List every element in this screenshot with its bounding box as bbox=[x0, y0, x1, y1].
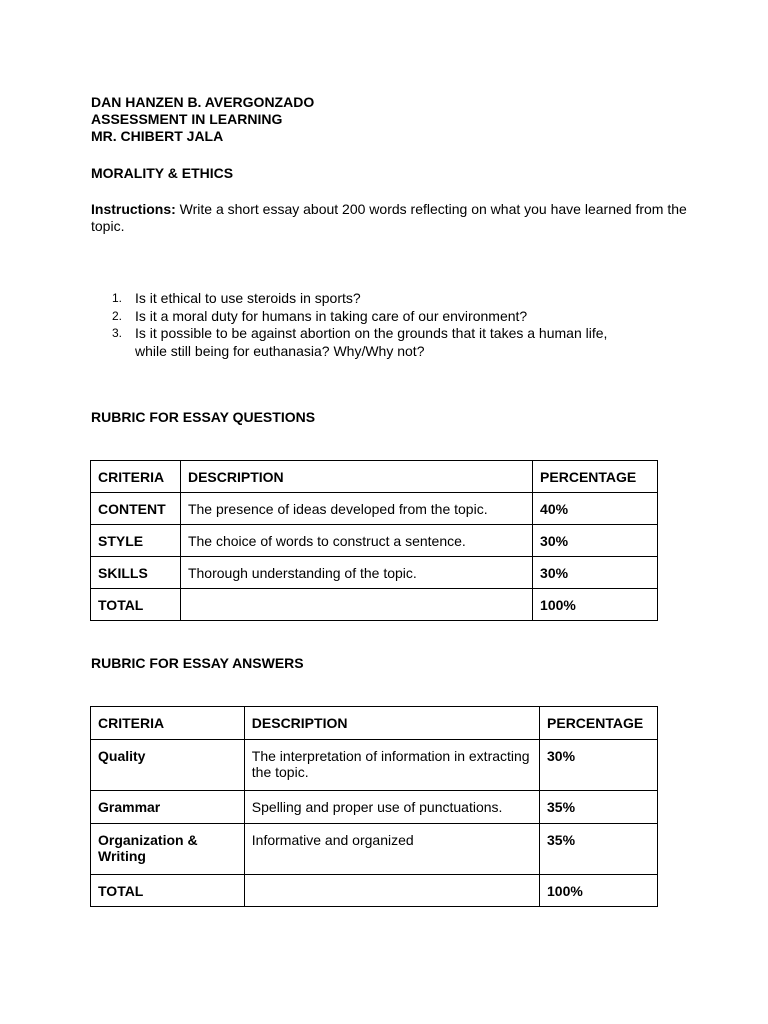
header-description: DESCRIPTION bbox=[180, 461, 532, 493]
description-cell: The choice of words to construct a sentence. bbox=[180, 525, 532, 557]
criteria-cell: TOTAL bbox=[91, 589, 181, 621]
percentage-cell: 35% bbox=[540, 824, 658, 875]
criteria-cell: Organization & Writing bbox=[91, 824, 245, 875]
student-header bbox=[91, 94, 314, 145]
description-cell: Informative and organized bbox=[244, 824, 539, 875]
header-description: DESCRIPTION bbox=[244, 707, 539, 740]
header-percentage: PERCENTAGE bbox=[540, 707, 658, 740]
percentage-cell: 30% bbox=[533, 557, 658, 589]
rubric-answers-title: RUBRIC FOR ESSAY ANSWERS bbox=[91, 655, 304, 671]
percentage-cell: 35% bbox=[540, 791, 658, 824]
table-total-row bbox=[91, 875, 658, 907]
table-row bbox=[91, 525, 658, 557]
description-cell: Thorough understanding of the topic. bbox=[180, 557, 532, 589]
rubric-questions-title: RUBRIC FOR ESSAY QUESTIONS bbox=[91, 409, 316, 425]
criteria-cell: SKILLS bbox=[91, 557, 181, 589]
criteria-cell: STYLE bbox=[91, 525, 181, 557]
description-cell bbox=[180, 589, 532, 621]
table-row bbox=[91, 493, 658, 525]
subject-title: MORALITY & ETHICS bbox=[91, 165, 234, 181]
table-header-row bbox=[91, 461, 658, 493]
rubric-answers-table bbox=[90, 706, 658, 907]
question-text: Is it a moral duty for humans in taking care of our environment? bbox=[135, 307, 528, 324]
instructions-label: Instructions: bbox=[91, 201, 176, 217]
table-row bbox=[91, 740, 658, 791]
header-criteria: CRITERIA bbox=[91, 707, 245, 740]
question-text: Is it possible to be against abortion on the grounds that it takes a human life, bbox=[135, 325, 608, 341]
percentage-cell: 30% bbox=[533, 525, 658, 557]
criteria-cell: Grammar bbox=[91, 791, 245, 824]
table-row bbox=[91, 791, 658, 824]
instructions-text: Write a short essay about 200 words reflecting on what you have learned from the topic. bbox=[91, 201, 687, 234]
description-cell: The presence of ideas developed from the topic. bbox=[180, 493, 532, 525]
percentage-cell: 100% bbox=[533, 589, 658, 621]
header-criteria: CRITERIA bbox=[91, 461, 181, 493]
rubric-questions-table bbox=[90, 460, 658, 621]
question-item bbox=[91, 325, 691, 360]
question-item bbox=[91, 308, 691, 326]
header-percentage: PERCENTAGE bbox=[533, 461, 658, 493]
description-cell bbox=[244, 875, 539, 907]
table-total-row bbox=[91, 589, 658, 621]
percentage-cell: 100% bbox=[540, 875, 658, 907]
question-number: 3. bbox=[112, 326, 123, 340]
question-text-continued: while still being for euthanasia? Why/Why not? bbox=[135, 342, 425, 359]
instructions-paragraph bbox=[91, 201, 691, 235]
question-text: Is it ethical to use steroids in sports? bbox=[135, 290, 361, 306]
table-row bbox=[91, 824, 658, 875]
question-list bbox=[91, 290, 691, 360]
description-cell: The interpretation of information in extracting the topic. bbox=[244, 740, 539, 791]
table-row bbox=[91, 557, 658, 589]
student-name: DAN HANZEN B. AVERGONZADO bbox=[91, 94, 315, 110]
criteria-cell: TOTAL bbox=[91, 875, 245, 907]
criteria-cell: CONTENT bbox=[91, 493, 181, 525]
table-header-row bbox=[91, 707, 658, 740]
question-number: 2. bbox=[112, 308, 123, 323]
criteria-cell: Quality bbox=[91, 740, 245, 791]
course-name: ASSESSMENT IN LEARNING bbox=[91, 111, 283, 127]
percentage-cell: 40% bbox=[533, 493, 658, 525]
question-number: 1. bbox=[112, 291, 123, 305]
question-item bbox=[91, 290, 691, 308]
percentage-cell: 30% bbox=[540, 740, 658, 791]
instructor-name: MR. CHIBERT JALA bbox=[91, 128, 224, 144]
description-cell: Spelling and proper use of punctuations. bbox=[244, 791, 539, 824]
